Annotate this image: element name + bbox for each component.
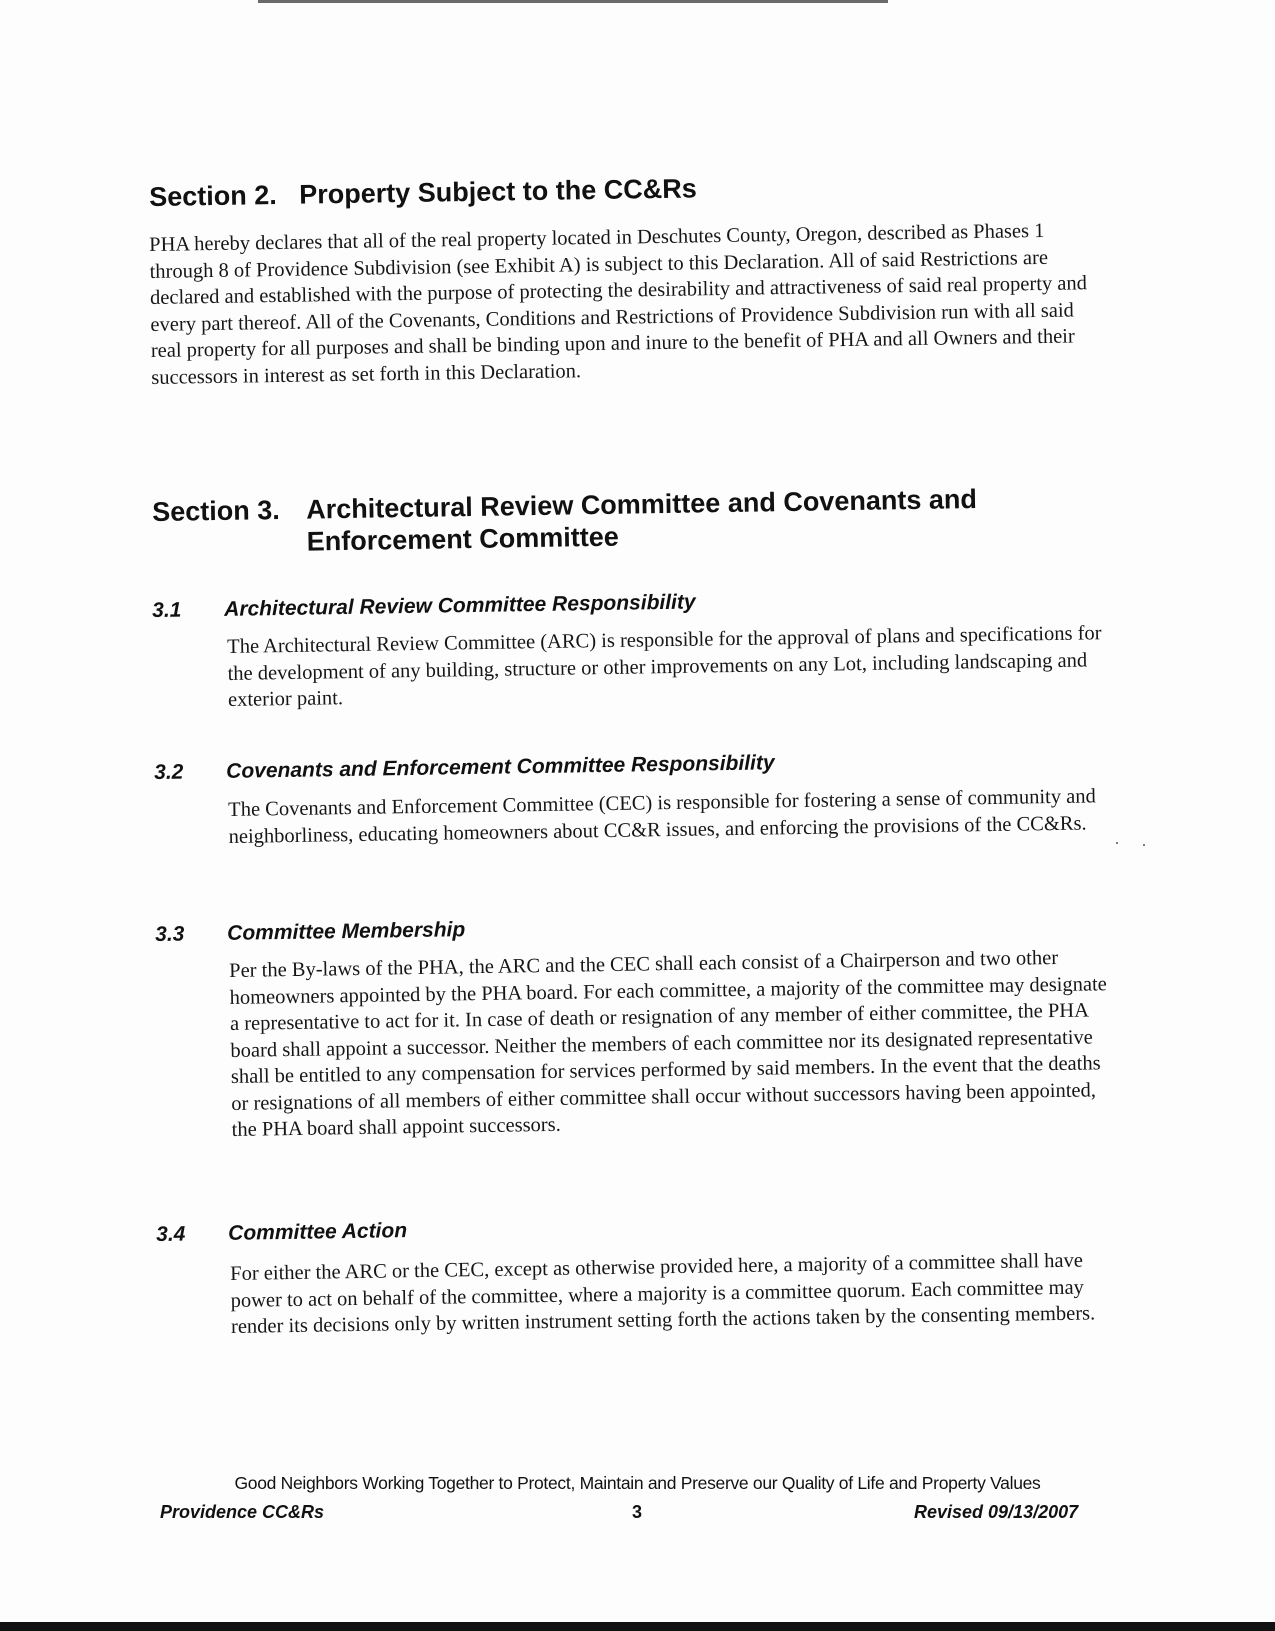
subsection-3-4-number: 3.4 [156,1222,186,1246]
subsection-3-3-number: 3.3 [155,922,185,946]
footer-left-label: Providence CC&Rs [160,1502,325,1522]
subsection-3-3-title: Committee Membership [227,918,466,945]
subsection-3-3-body: Per the By-laws of the PHA, the ARC and the CEC shall each consist of a Chairperson and two other homeowners appointed by the PHA board. For each committee, a majority of the committee may designate a representative to act for it. In case of death or resignation of any member of either committee, the PHA board shall appoint a successor. Neither the members of each committee nor its designated representative shall be entitled to any compensation for services performed by said members. In the event that the deaths or resignations of all members of either committee shall occur without successors having been appointed, the PHA board shall appoint successors. [229,946,1107,1141]
scan-bottom-edge [0,1622,1275,1631]
subsection-3-1-number: 3.1 [152,598,182,622]
subsection-3-1-body: The Architectural Review Committee (ARC) is responsible for the approval of plans and specifications for the development of any building, structure or other improvements on any Lot, including landscaping and exterior paint. [227,622,1102,711]
section-2-number: Section 2. [149,179,278,212]
subsection-3-2-body: The Covenants and Enforcement Committee (CEC) is responsible for fostering a sense of community and neighborliness, educating homeowners about CC&R issues, and enforcing the provisions of the CC&Rs. [228,785,1096,848]
subsection-3-2-title: Covenants and Enforcement Committee Responsibility [226,751,775,783]
footer-page-number: 3 [632,1502,643,1522]
footer-tagline: Good Neighbors Working Together to Protect, Maintain and Preserve our Quality of Life and Property Values [234,1473,1041,1493]
subsection-3-4-title: Committee Action [228,1219,408,1245]
subsection-3-1-title: Architectural Review Committee Responsibility [224,590,696,621]
section-3-title: Architectural Review Committee and Covenants and Enforcement Committee [305,484,978,557]
section-2-body: PHA hereby declares that all of the real property located in Deschutes County, Oregon, described as Phases 1 through 8 of Providence Subdivision (see Exhibit A) is subject to this Declaration. All of said Restrictions are declared and established with the purpose of protecting the desirability and attractiveness of said real property and every part thereof. All of the Covenants, Conditions and Restrictions of Providence Subdivision run with all said real property for all purposes and shall be binding upon and inure to the benefit of PHA and all Owners and their successors in interest as set forth in this Declaration. [149,219,1088,389]
section-3-number: Section 3. [152,494,281,527]
section-2-title: Property Subject to the CC&Rs [298,173,697,210]
scan-top-edge [258,0,888,3]
scan-speck [1143,844,1145,846]
subsection-3-2-number: 3.2 [154,760,184,784]
footer-revised-date: Revised 09/13/2007 [914,1502,1079,1522]
subsection-3-4-body: For either the ARC or the CEC, except as otherwise provided here, a majority of a committee shall have power to act on behalf of the committee, where a majority is a committee quorum. Each committee may render its decisions only by written instrument setting forth the actions taken by the consenting members. [230,1249,1096,1338]
scan-speck [1116,842,1118,844]
